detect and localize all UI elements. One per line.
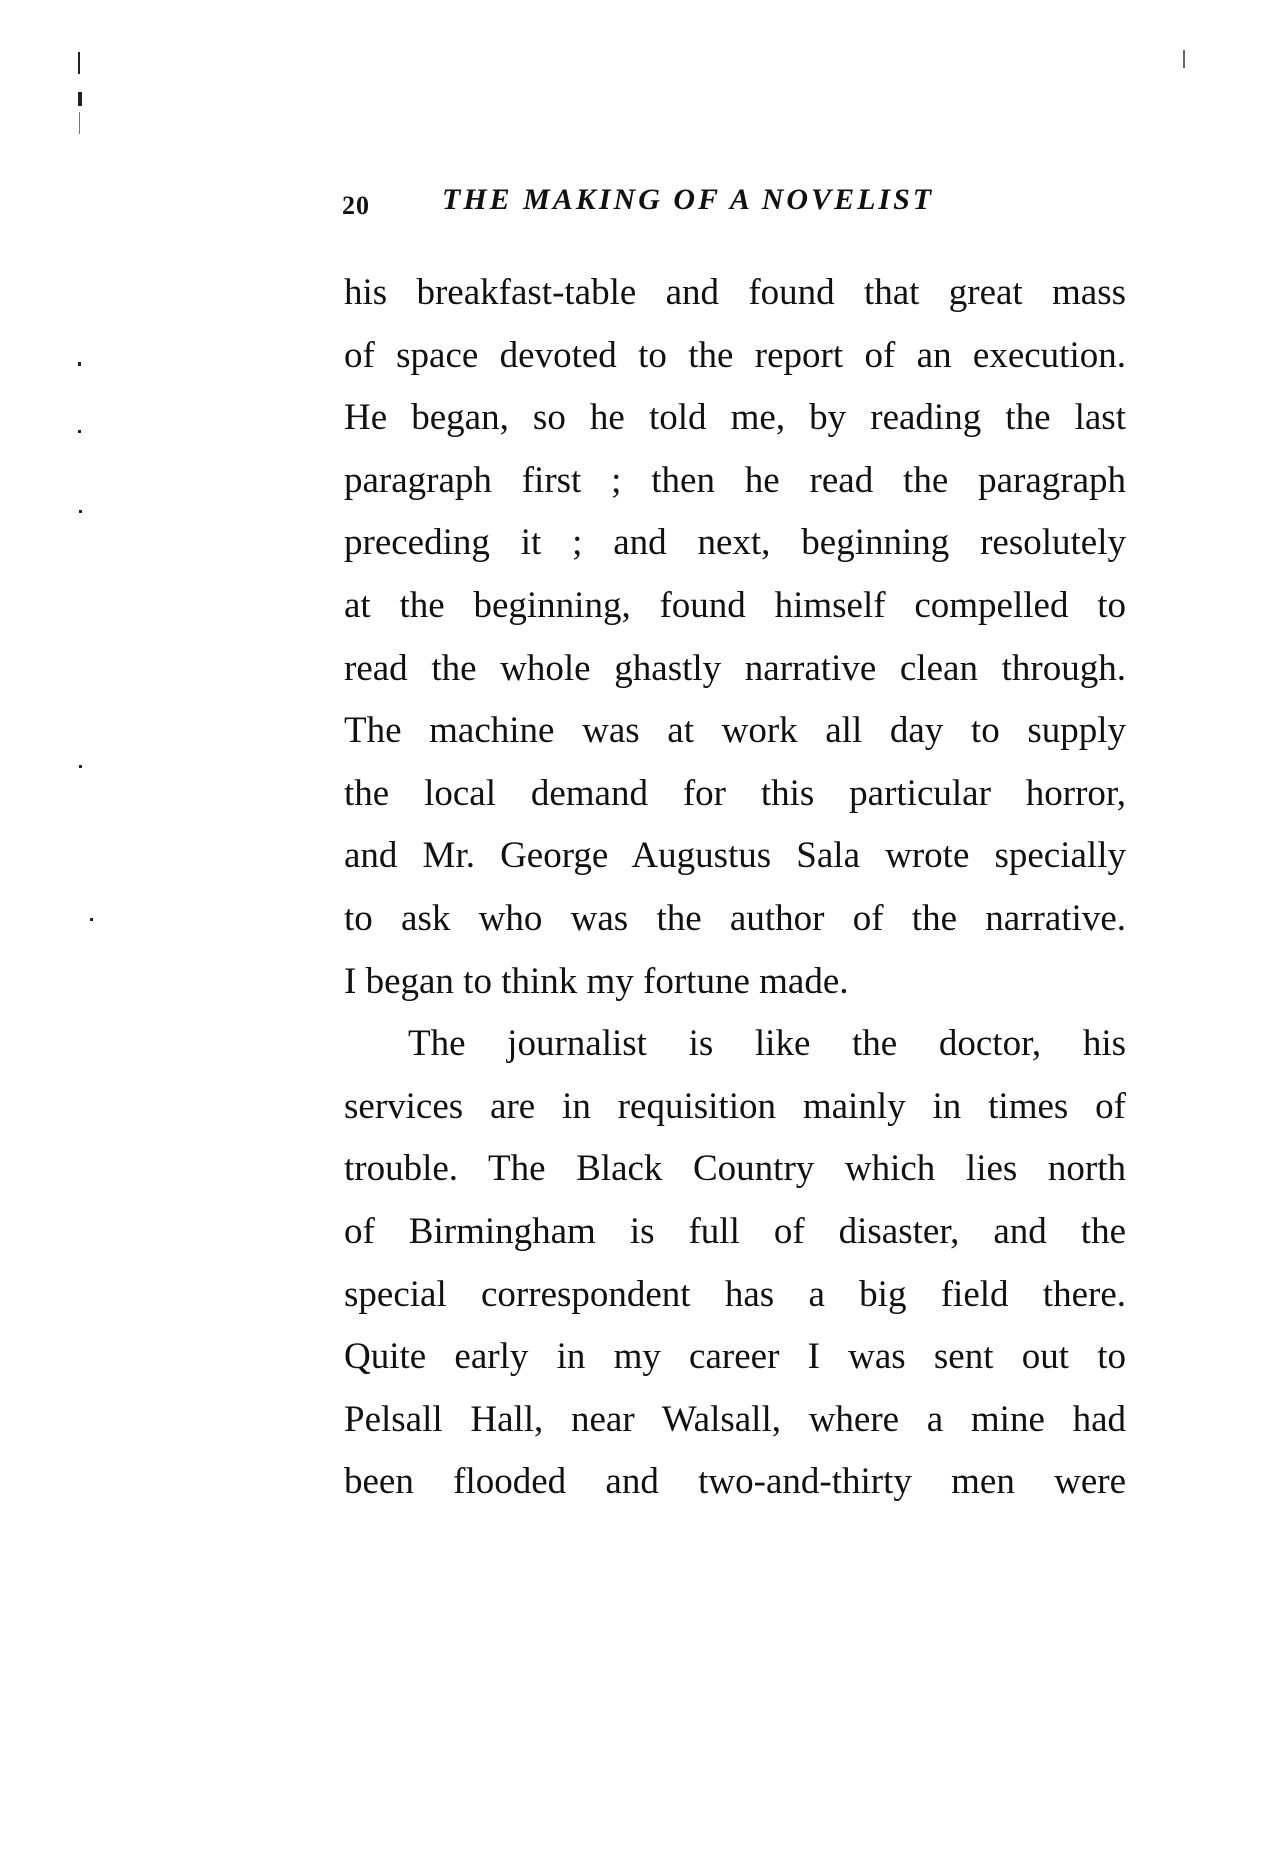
text-line: special correspondent has a big field there.	[344, 1273, 1126, 1315]
text-line: The machine was at work all day to supply	[344, 710, 1126, 752]
scan-mark	[1183, 50, 1185, 68]
scan-mark	[90, 918, 93, 921]
text-line: trouble. The Black Country which lies north	[344, 1148, 1126, 1190]
page-number: 20	[342, 191, 370, 220]
text-line: of Birmingham is full of disaster, and the	[344, 1210, 1126, 1252]
text-line: The journalist is like the doctor, his	[408, 1023, 1126, 1065]
text-line: read the whole ghastly narrative clean through.	[344, 647, 1126, 689]
text-line: He began, so he told me, by reading the last	[344, 397, 1126, 439]
text-line: the local demand for this particular horror,	[344, 772, 1126, 814]
body-text	[344, 262, 1126, 1514]
running-head	[342, 183, 1122, 223]
text-line: preceding it ; and next, beginning resolutely	[344, 522, 1126, 564]
paragraph	[344, 262, 1126, 1013]
text-line: Quite early in my career I was sent out to	[344, 1336, 1126, 1378]
text-line: been flooded and two-and-thirty men were	[344, 1461, 1126, 1503]
scan-mark	[79, 765, 82, 768]
scan-mark	[78, 52, 80, 74]
text-line: and Mr. George Augustus Sala wrote specially	[344, 835, 1126, 877]
text-line: at the beginning, found himself compelled to	[344, 584, 1126, 626]
scan-mark	[78, 92, 82, 106]
paragraph	[344, 1013, 1126, 1514]
text-line: services are in requisition mainly in times of	[344, 1085, 1126, 1127]
text-line: his breakfast-table and found that great mass	[344, 272, 1126, 313]
running-title: THE MAKING OF A NOVELIST	[442, 183, 935, 216]
text-line: Pelsall Hall, near Walsall, where a mine had	[344, 1398, 1126, 1440]
scan-mark	[79, 510, 82, 513]
text-line: to ask who was the author of the narrative.	[344, 897, 1126, 939]
scan-mark	[78, 362, 81, 366]
text-line: paragraph first ; then he read the paragraph	[344, 459, 1126, 501]
scan-mark	[79, 112, 80, 134]
text-line: of space devoted to the report of an execution.	[344, 334, 1126, 376]
scan-mark	[78, 430, 81, 433]
text-line: I began to think my fortune made.	[344, 960, 849, 1002]
